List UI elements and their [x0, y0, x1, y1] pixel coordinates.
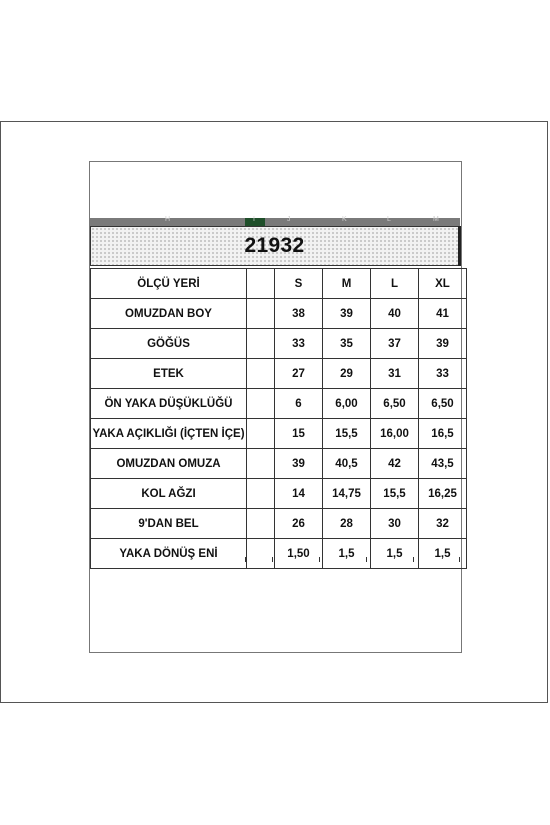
selected-column-marker: [245, 218, 265, 226]
column-header-strip: [90, 218, 460, 226]
product-code-title: 21932: [244, 234, 305, 257]
empty-cell: [247, 419, 275, 449]
table-row: [91, 419, 467, 449]
measurement-label: OMUZDAN OMUZA: [91, 449, 247, 479]
gridline-tick: [413, 557, 414, 562]
empty-cell: [247, 539, 275, 569]
measurement-value: 1,5: [323, 539, 371, 569]
measurement-value: 33: [275, 329, 323, 359]
size-header: XL: [419, 269, 467, 299]
measurement-value: 6,00: [323, 389, 371, 419]
header-label: ÖLÇÜ YERİ: [91, 269, 247, 299]
measurement-value: 6: [275, 389, 323, 419]
empty-cell: [247, 449, 275, 479]
measurement-value: 1,5: [371, 539, 419, 569]
column-letter: M: [433, 216, 439, 223]
gridline-tick: [245, 557, 246, 562]
measurement-value: 40: [371, 299, 419, 329]
table-row: [91, 479, 467, 509]
measurement-value: 35: [323, 329, 371, 359]
table-row: [91, 299, 467, 329]
measurement-value: 40,5: [323, 449, 371, 479]
measurement-label: YAKA AÇIKLIĞI (İÇTEN İÇE): [91, 419, 247, 449]
measurement-label: GÖĞÜS: [91, 329, 247, 359]
measurement-value: 1,50: [275, 539, 323, 569]
table-header-row: [91, 269, 467, 299]
measurement-value: 16,5: [419, 419, 467, 449]
measurement-value: 43,5: [419, 449, 467, 479]
measurement-value: 41: [419, 299, 467, 329]
measurement-label: ÖN YAKA DÜŞÜKLÜĞÜ: [91, 389, 247, 419]
measurement-value: 14: [275, 479, 323, 509]
column-gridline-ticks: [90, 557, 460, 562]
measurement-value: 6,50: [419, 389, 467, 419]
gridline-tick: [319, 557, 320, 562]
table-row: [91, 449, 467, 479]
measurement-value: 16,00: [371, 419, 419, 449]
measurement-value: 29: [323, 359, 371, 389]
empty-cell: [247, 359, 275, 389]
title-border: [458, 226, 461, 266]
measurement-label: OMUZDAN BOY: [91, 299, 247, 329]
measurement-value: 39: [275, 449, 323, 479]
gridline-tick: [272, 557, 273, 562]
measurement-value: 32: [419, 509, 467, 539]
column-letter: L: [387, 216, 391, 223]
column-letter: I: [253, 216, 255, 223]
size-chart-table: [90, 268, 467, 569]
measurement-value: 28: [323, 509, 371, 539]
table-row: [91, 539, 467, 569]
measurement-value: 16,25: [419, 479, 467, 509]
measurement-value: 15: [275, 419, 323, 449]
measurement-label: ETEK: [91, 359, 247, 389]
column-letter: K: [342, 216, 347, 223]
measurement-value: 1,5: [419, 539, 467, 569]
measurement-value: 27: [275, 359, 323, 389]
size-header: S: [275, 269, 323, 299]
column-letter: J: [287, 216, 291, 223]
measurement-value: 33: [419, 359, 467, 389]
column-letter: H: [165, 216, 171, 223]
measurement-value: 39: [419, 329, 467, 359]
title-band: [90, 226, 459, 266]
gridline-tick: [459, 557, 460, 562]
empty-cell: [247, 299, 275, 329]
measurement-value: 31: [371, 359, 419, 389]
gridline-tick: [366, 557, 367, 562]
measurement-label: KOL AĞZI: [91, 479, 247, 509]
empty-cell: [247, 509, 275, 539]
table-row: [91, 389, 467, 419]
empty-cell: [247, 389, 275, 419]
gridline-tick: [90, 557, 91, 562]
table-row: [91, 359, 467, 389]
measurement-value: 15,5: [371, 479, 419, 509]
measurement-value: 6,50: [371, 389, 419, 419]
size-header: M: [323, 269, 371, 299]
measurement-value: 15,5: [323, 419, 371, 449]
measurement-value: 14,75: [323, 479, 371, 509]
table-row: [91, 509, 467, 539]
measurement-value: 37: [371, 329, 419, 359]
measurement-label: YAKA DÖNÜŞ ENİ: [91, 539, 247, 569]
measurement-value: 39: [323, 299, 371, 329]
empty-cell: [247, 329, 275, 359]
empty-cell: [247, 269, 275, 299]
measurement-value: 30: [371, 509, 419, 539]
table-row: [91, 329, 467, 359]
empty-cell: [247, 479, 275, 509]
measurement-label: 9'DAN BEL: [91, 509, 247, 539]
measurement-value: 26: [275, 509, 323, 539]
size-header: L: [371, 269, 419, 299]
measurement-value: 42: [371, 449, 419, 479]
measurement-value: 38: [275, 299, 323, 329]
